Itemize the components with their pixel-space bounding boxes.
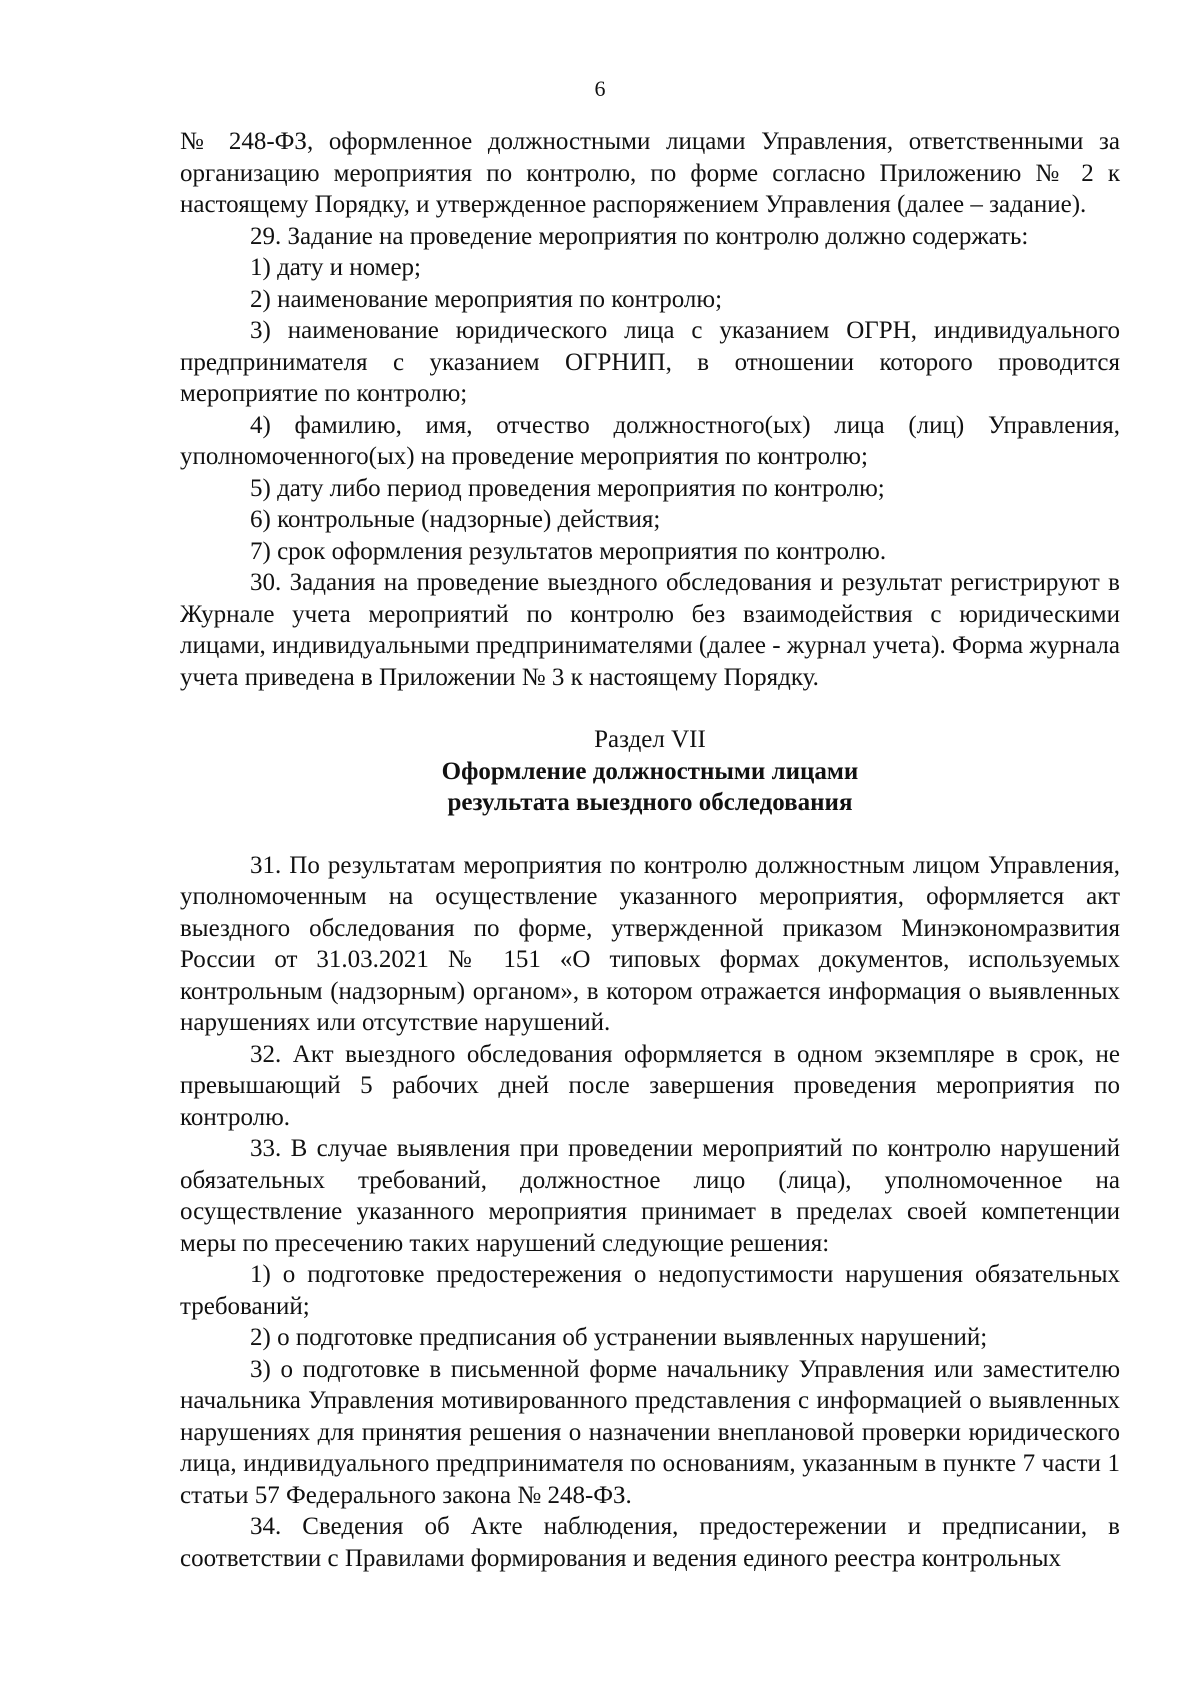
paragraph: 31. По результатам мероприятия по контролю должностным лицом Управления, уполномоченным на осуществление указанного мероприятия, оформляется акт выездного обследования по форме, утвержденной приказом Минэкономразвития России от 31.03.2021 № 151 «О типовых формах документов, используемых контрольным (надзорным) органом», в котором отражается информация о выявленных нарушениях или отсутствие нарушений. [180,851,1120,1036]
paragraph: 30. Задания на проведение выездного обследования и результат регистрируют в Журнале учета мероприятий по контролю без взаимодействия с юридическими лицами, индивидуальными предпринимателями (далее - журнал учета). Форма журнала учета приведена в Приложении № 3 к настоящему Порядку. [180,569,1120,691]
spacer [180,819,1120,850]
section-label: Раздел VII [594,726,706,753]
paragraph: 4) фамилию, имя, отчество должностного(ых) лица (лиц) Управления, уполномоченного(ых) на проведение мероприятия по контролю; [180,411,1120,470]
paragraph: 32. Акт выездного обследования оформляется в одном экземпляре в срок, не превышающий 5 рабочих дней после завершения проведения мероприятия по контролю. [180,1040,1120,1131]
section-title-line-1: Оформление должностными лицами [441,757,859,785]
paragraph: 33. В случае выявления при проведении мероприятий по контролю нарушений обязательных требований, должностное лицо (лица), уполномоченное на осуществление указанного мероприятия принимает в пределах своей компетенции меры по пресечению таких нарушений следующие решения: [180,1135,1120,1257]
paragraph: 6) контрольные (надзорные) действия; [250,506,661,533]
paragraphs-top [180,126,1120,693]
paragraph: 5) дату либо период проведения мероприятия по контролю; [250,474,885,502]
paragraph: 1) дату и номер; [250,254,421,281]
paragraph: 34. Сведения об Акте наблюдения, предостережении и предписании, в соответствии с Правилами формирования и ведения единого реестра контрольных [180,1513,1120,1572]
paragraph: 29. Задание на проведение мероприятия по контролю должно содержать: [250,222,1029,250]
paragraphs-bottom [180,850,1120,1575]
paragraph: 1) о подготовке предостережения о недопустимости нарушения обязательных требований; [180,1261,1120,1320]
paragraph: 7) срок оформления результатов мероприятия по контролю. [250,537,887,565]
paragraph: 2) о подготовке предписания об устранении выявленных нарушений; [250,1324,988,1351]
paragraph: 3) наименование юридического лица с указанием ОГРН, индивидуального предпринимателя с указанием ОГРНИП, в отношении которого проводится мероприятие по контролю; [180,317,1120,407]
page-number: 6 [594,76,606,101]
section-heading [180,724,1120,819]
section-title-line-2: результата выездного обследования [447,789,853,816]
paragraph: 3) о подготовке в письменной форме начальнику Управления или заместителю начальника Управления мотивированного представления с информацией о выявленных нарушениях для принятия решения о назначении внеплановой проверки юридического лица, индивидуального предпринимателя по основаниям, указанным в пункте 7 части 1 статьи 57 Федерального закона № 248-ФЗ. [180,1355,1120,1509]
paragraph: 2) наименование мероприятия по контролю; [250,285,723,313]
document-body [180,126,1120,1574]
paragraph: № 248-ФЗ, оформленное должностными лицами Управления, ответственными за организацию мероприятия по контролю, по форме согласно Приложению № 2 к настоящему Порядку, и утвержденное распоряжением Управления (далее – задание). [180,128,1120,218]
